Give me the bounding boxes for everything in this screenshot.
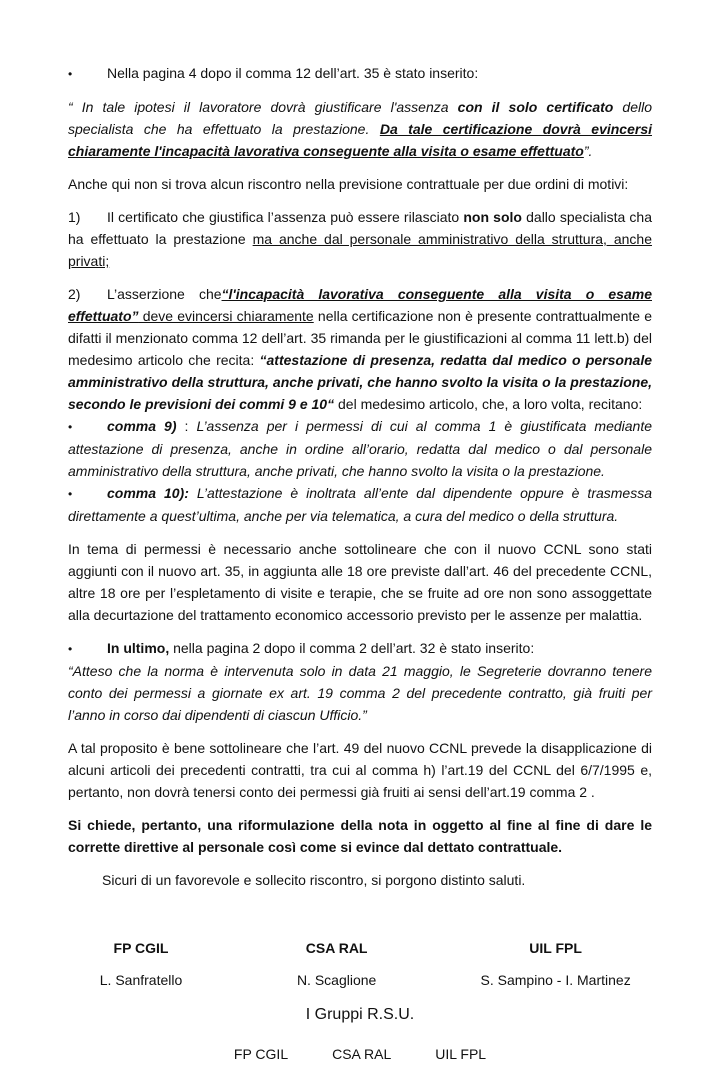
quote-text: dello specialista che ha effettuato la prestazione.: [68, 99, 653, 137]
para-text: nella pagina 2 dopo il comma 2 dell’art. 32 è stato inserito:: [169, 640, 535, 656]
org-label: CSA RAL: [305, 940, 368, 956]
para-text: del medesimo articolo, che, a loro volta, recitano:: [334, 396, 643, 412]
bullet-icon: •: [68, 420, 73, 434]
para-text: Sicuri di un favorevole e sollecito riscontro, si porgono distinto saluti.: [102, 872, 526, 888]
para-text: Nella pagina 4 dopo il comma 12 dell’art. 35 è stato inserito:: [107, 65, 479, 81]
signer-name: N. Scaglione: [296, 972, 377, 988]
para-comma-9: [68, 415, 652, 482]
para-in-ultimo: [68, 637, 652, 660]
para-text: A tal proposito è bene sottolineare che l’art. 49 del nuovo CCNL prevede la disapplicazione di alcuni articoli dei precedenti contratti, tra cui al comma h) l’art.19 del CCNL del 6/7/1995 e, pertanto, non dovrà tenersi conto dei permessi già fruiti ai sensi dell’art.19 comma 2 .: [68, 740, 652, 800]
bullet-icon: •: [68, 642, 73, 656]
para-si-chiede: [68, 814, 652, 858]
para-a-tal-proposito: [68, 737, 652, 803]
para-text-underline: ma anche dal personale amministrativo della struttura, anche privati;: [68, 231, 652, 269]
org-label: UIL FPL: [435, 1046, 487, 1062]
para-motivo-2: [68, 283, 652, 415]
para-motivo-1: [68, 206, 652, 272]
para-insertion-art35: [68, 62, 652, 85]
para-anche-qui: [68, 173, 652, 195]
comma-label: comma 10):: [107, 485, 189, 501]
para-text-bold: non solo: [463, 209, 522, 225]
para-text: Il certificato che giustifica l’assenza può essere rilasciato: [107, 209, 464, 225]
para-text-bold-underline: “l'incapacità lavorativa conseguente alla visita o esame effettuato”: [68, 286, 652, 324]
para-in-tema: [68, 538, 652, 626]
para-text: :: [176, 418, 197, 434]
para-quote-certificato: [68, 96, 652, 162]
org-label: FP CGIL: [113, 940, 169, 956]
signer-name: S. Sampino - I. Martinez: [480, 972, 631, 988]
org-label: FP CGIL: [233, 1046, 289, 1062]
para-text-italic: L’assenza per i permessi di cui al comma 1 è giustificata mediante attestazione di presenza, anche in ordine all’orario, redatta dal medico o dal personale amministrativo della struttura, anche privati, che hanno svolto la visita o la prestazione.: [68, 418, 652, 479]
para-text: nella certificazione non è presente contrattualmente e difatti il menzionato comma 12 dell’art. 35 rimanda per le giustificazioni al comma 11 lett.b) del medesimo articolo che recita:: [68, 308, 652, 368]
para-text-italic: L’attestazione è inoltrata all’ente dal dipendente oppure è trasmessa direttamente a quest’ultima, anche per via telematica, a cura del medico o della struttura.: [68, 485, 652, 524]
quote-text: “Atteso che la norma è intervenuta solo in data 21 maggio, le Segreterie dovranno tenere conto dei permessi a giornate ex art. 19 comma 2 del precedente contratto, già fruiti per l’anno in corso dai dipendenti di ciascun Ufficio.”: [68, 663, 652, 723]
rsu-orgs-row: [68, 1043, 652, 1065]
para-atteso-quote: [68, 660, 652, 726]
bullet-icon: •: [68, 67, 73, 81]
signer-name: L. Sanfratello: [99, 972, 183, 988]
signature-names-row: [68, 969, 652, 991]
para-text-bold: Si chiede, pertanto, una riformulazione della nota in oggetto al fine al fine di dare le corrette direttive al personale così come si evince dal dettato contrattuale.: [68, 817, 652, 855]
para-text: Anche qui non si trova alcun riscontro nella previsione contrattuale per due ordini di motivi:: [68, 176, 629, 192]
para-comma-10: [68, 482, 652, 527]
comma-label: comma 9): [107, 418, 177, 434]
para-text-underline: deve evincersi chiaramente: [138, 308, 314, 324]
quote-text: ”.: [583, 143, 593, 159]
rsu-title: I Gruppi R.S.U.: [305, 1006, 415, 1023]
quote-text-bold: con il solo certificato: [457, 99, 614, 115]
org-label: CSA RAL: [332, 1046, 392, 1062]
signature-orgs-row: [68, 937, 652, 959]
para-text: L’asserzione che: [107, 286, 222, 302]
org-label: UIL FPL: [529, 940, 582, 956]
para-text-bold-italic: “attestazione di presenza, redatta dal medico o personale amministrativo della struttura, anche privati, che hanno svolto la visita o la prestazione, secondo le previsioni dei commi 9 e 10“: [68, 352, 652, 412]
quote-text-bold-underline: Da tale certificazione dovrà evincersi chiaramente l'incapacità lavorativa conseguente alla visita o esame effettuato: [68, 121, 652, 159]
para-saluti: [68, 869, 652, 891]
para-text-bold: In ultimo,: [107, 640, 170, 656]
para-text: In tema di permessi è necessario anche sottolineare che con il nuovo CCNL sono stati aggiunti con il nuovo art. 35, in aggiunta alle 18 ore previste dall’art. 46 del precedente CCNL, altre 18 ore per l’espletamento di visite e terapie, che se fruite ad ore non sono assoggettate alla decurtazione del trattamento economico accessorio previsto per le assenze per malattia.: [68, 541, 652, 623]
signature-block: [68, 937, 652, 1065]
bullet-icon: •: [68, 487, 73, 501]
list-number: 2): [68, 286, 81, 302]
para-text: [189, 485, 197, 501]
para-text: dallo specialista cha ha effettuato la prestazione: [68, 209, 652, 247]
quote-text: “ In tale ipotesi il lavoratore dovrà giustificare l'assenza: [68, 99, 458, 115]
list-number: 1): [68, 209, 81, 225]
